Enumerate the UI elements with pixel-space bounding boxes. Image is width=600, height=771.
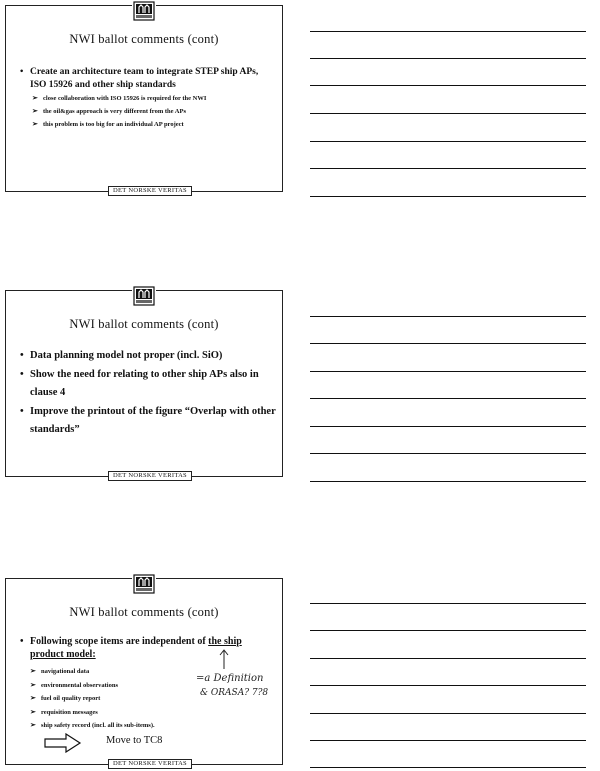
note-line	[310, 767, 586, 768]
note-line	[310, 141, 586, 142]
dnv-logo-icon	[132, 286, 156, 308]
right-arrow-icon	[44, 733, 82, 758]
slide-footer: DET NORSKE VERITAS	[108, 471, 192, 481]
sub-bullet-item: ➢ this problem is too big for an individual AP project	[32, 118, 276, 131]
sub-bullet-item: ➢ ship safety record (incl. all its sub-items).	[30, 719, 276, 733]
slide-2	[5, 290, 283, 477]
bullet-item	[20, 66, 276, 131]
sub-bullet-item: ➢ navigational data	[30, 665, 276, 679]
note-line	[310, 713, 586, 714]
sub-bullet-item: ➢ environmental observations	[30, 679, 276, 693]
note-line	[310, 481, 586, 482]
note-line	[310, 658, 586, 659]
note-line	[310, 685, 586, 686]
dnv-logo-icon	[132, 1, 156, 23]
sub-bullet-item: ➢ fuel oil quality report	[30, 692, 276, 706]
note-line	[310, 398, 586, 399]
svg-text:=a Definition: =a Definition	[196, 673, 264, 684]
note-line	[310, 168, 586, 169]
note-line	[310, 343, 586, 344]
sub-bullet-list	[32, 92, 276, 131]
note-line	[310, 113, 586, 114]
note-line	[310, 371, 586, 372]
sub-bullet-item: ➢ close collaboration with ISO 15926 is required for the NWI	[32, 92, 276, 105]
note-line	[310, 85, 586, 86]
slide-title: NWI ballot comments (cont)	[69, 317, 219, 331]
underlined-text: the ship product model:	[30, 636, 242, 660]
sub-bullet-item: ➢ requisition messages	[30, 706, 276, 720]
slide-title: NWI ballot comments (cont)	[69, 605, 219, 619]
note-line	[310, 58, 586, 59]
note-line	[310, 603, 586, 604]
move-label: Move to TC8	[106, 735, 163, 746]
bullet-item: • Data planning model not proper (incl. SiO)	[20, 347, 276, 365]
bullet-item: • Improve the printout of the figure “Overlap with other standards”	[20, 403, 276, 439]
slide-3	[5, 578, 283, 765]
note-line	[310, 740, 586, 741]
svg-text:& ORASA? 7?8: & ORASA? 7?8	[200, 688, 269, 698]
slide-footer: DET NORSKE VERITAS	[108, 186, 192, 196]
bullet-item: • Show the need for relating to other ship APs also in clause 4	[20, 366, 276, 402]
slide-title: NWI ballot comments (cont)	[69, 32, 219, 46]
note-line	[310, 196, 586, 197]
sub-bullet-item: ➢ the oil&gas approach is very different from the APs	[32, 105, 276, 118]
bullet-text: Create an architecture team to integrate STEP ship APs, ISO 15926 and other ship standards	[30, 67, 259, 90]
handwritten-note	[192, 649, 276, 708]
note-line	[310, 630, 586, 631]
dnv-logo-icon	[132, 574, 156, 596]
note-line	[310, 426, 586, 427]
bullet-text: Following scope items are independent of	[30, 636, 209, 647]
slide-1	[5, 5, 283, 192]
note-line	[310, 31, 586, 32]
bullet-list	[20, 66, 276, 131]
bullet-list	[20, 347, 276, 440]
note-line	[310, 316, 586, 317]
slide-footer: DET NORSKE VERITAS	[108, 759, 192, 769]
note-line	[310, 453, 586, 454]
